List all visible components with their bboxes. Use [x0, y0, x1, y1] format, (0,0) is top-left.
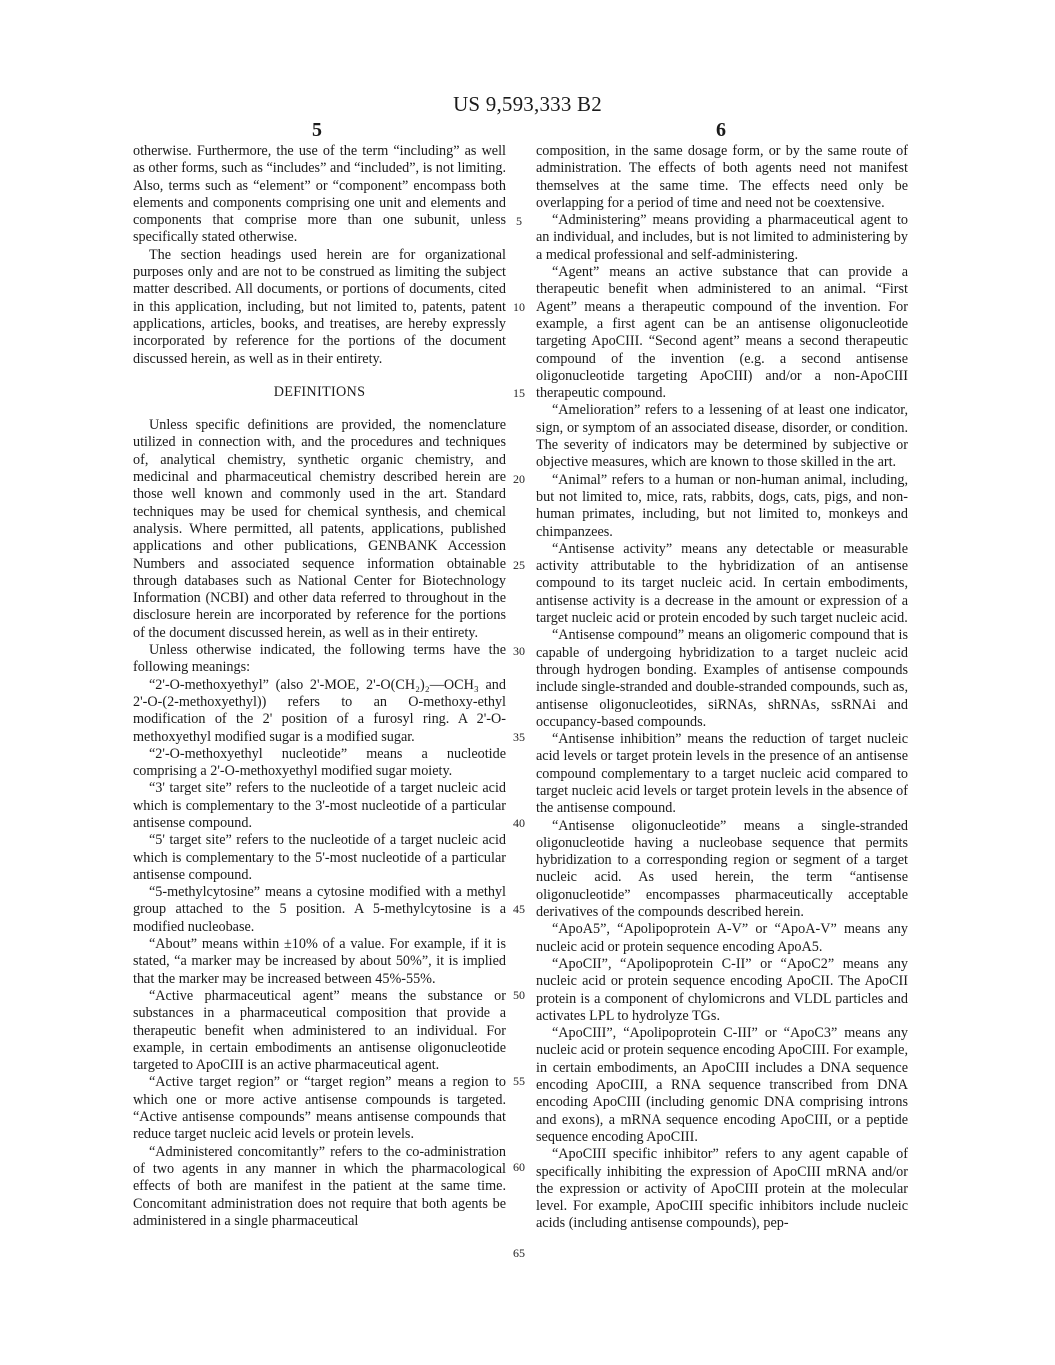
patent-number: US 9,593,333 B2: [453, 92, 602, 116]
left-column: [133, 143, 506, 1230]
line-number: 55: [513, 1074, 525, 1088]
definition: “Administering” means providing a pharmaceutical agent to an individual, and includes, but is not limited to administering by a medical professional and self-administering.: [536, 212, 908, 263]
section-heading: DEFINITIONS: [273, 383, 366, 400]
line-number: 5: [516, 214, 522, 228]
definition: “5-methylcytosine” means a cytosine modified with a methyl group attached to the 5 position. A 5-methylcytosine is a modified nucleobase.: [133, 884, 506, 935]
definition: “About” means within ±10% of a value. For example, if it is stated, “a marker may be increased by about 50%”, it is implied that the marker may be increased between 45%-55%.: [133, 936, 506, 987]
definition: “Active target region” or “target region” means a region to which one or more active antisense compounds is targeted. “Active antisense compounds” means antisense compounds that reduce target nucleic acid levels or protein levels.: [133, 1074, 506, 1143]
paragraph: otherwise. Furthermore, the use of the term “including” as well as other forms, such as “includes” and “included”, is not limiting. Also, terms such as “element” or “component” encompass both elements and components comprising one unit and elements and components that comprise more than one subunit, unless specifically stated otherwise.: [133, 143, 506, 246]
definition: “ApoCII”, “Apolipoprotein C-II” or “ApoC2” means any nucleic acid or protein sequence encoding ApoCII. The ApoCII protein is a component of chylomicrons and VLDL particles and activates LPL to hydrolyze TGs.: [536, 955, 908, 1024]
paragraph: The section headings used herein are for organizational purposes only and are not to be construed as limiting the subject matter described. All documents, or portions of documents, cited in this application, including, but not limited to, patents, patent applications, articles, books, and treatises, are hereby expressly incorporated by reference for the portions of the document discussed herein, as well as in their entirety.: [133, 246, 506, 367]
definition: “Antisense activity” means any detectable or measurable activity attributable to the hybridization of an antisense compound to its target nucleic acid. In certain embodiments, antisense activity is a decrease in the amount or expression of a target nucleic acid or protein encoded by such target nucleic acid.: [536, 540, 908, 627]
paragraph: Unless specific definitions are provided, the nomenclature utilized in connection with, and the procedures and techniques of, analytical chemistry, synthetic organic chemistry, and medicinal and pharmaceutical chemistry described herein are those well known and commonly used in the art. Standard techniques may be used for chemical synthesis, and chemical analysis. Where permitted, all patents, applications, published applications and other publications, GENBANK Accession Numbers and associated sequence information obtainable through databases such as National Center for Biotechnology Information (NCBI) and other data referred to throughout in the disclosure herein are incorporated by reference for the portions of the document discussed herein, as well as in their entirety.: [133, 417, 506, 641]
definition: “2'-O-methoxyethyl nucleotide” means a nucleotide comprising a 2'-O-methoxyethyl modified sugar moiety.: [133, 745, 506, 780]
definition: “Antisense compound” means an oligomeric compound that is capable of undergoing hybridization to a target nucleic acid through hydrogen bonding. Examples of antisense compounds include single-stranded and double-stranded compounds, such as, antisense oligonucleotides, siRNAs, shRNAs, ssRNAi and occupancy-based compounds.: [536, 627, 908, 730]
definition: “Active pharmaceutical agent” means the substance or substances in a pharmaceutical composition that provide a therapeutic benefit when administered to an individual. For example, in certain embodiments an antisense oligonucleotide targeted to ApoCIII is an active pharmaceutical agent.: [133, 987, 506, 1074]
line-number: 50: [513, 988, 525, 1002]
definition: “5' target site” refers to the nucleotide of a target nucleic acid which is complementary to the 5'-most nucleotide of a particular antisense compound.: [133, 832, 506, 883]
paragraph: composition, in the same dosage form, or by the same route of administration. The effects of both agents need not manifest themselves at the same time. The effects need only be overlapping for a period of time and need not be coextensive.: [536, 143, 908, 211]
line-number: 40: [513, 816, 525, 830]
right-page-number: 6: [716, 119, 726, 141]
definition: “ApoCIII specific inhibitor” refers to any agent capable of specifically inhibiting the expression of ApoCIII mRNA and/or the expression or activity of ApoCIII protein at the molecular level. For example, ApoCIII specific inhibitors include nucleic acids (including antisense compounds), pep-: [536, 1146, 908, 1232]
definition: “ApoA5”, “Apolipoprotein A-V” or “ApoA-V” means any nucleic acid or protein sequence encoding ApoA5.: [536, 921, 908, 955]
line-number: 35: [513, 730, 525, 744]
line-number: 45: [513, 902, 525, 916]
definition: “Antisense oligonucleotide” means a single-stranded oligonucleotide having a nucleobase sequence that permits hybridization to a corresponding region or segment of a target nucleic acid. As used herein, the term “antisense oligonucleotide” encompasses pharmaceutically acceptable derivatives of the compounds described herein.: [536, 817, 908, 921]
line-number: 15: [513, 386, 525, 400]
line-number: 25: [513, 558, 525, 572]
line-number: 30: [513, 644, 525, 658]
definition: “Amelioration” refers to a lessening of at least one indicator, sign, or symptom of an associated disease, disorder, or condition. The severity of indicators may be determined by subjective or objective measures, which are known to those skilled in the art.: [536, 402, 908, 471]
line-number: 10: [513, 300, 525, 314]
line-number: 20: [513, 472, 525, 486]
line-number: 60: [513, 1160, 525, 1174]
definition: “Agent” means an active substance that can provide a therapeutic benefit when administered to an animal. “First Agent” means a therapeutic compound of the invention. For example, a first agent can be an antisense oligonucleotide targeting ApoCIII. “Second agent” means a second therapeutic compound of the invention (e.g. a second antisense oligonucleotide targeting ApoCIII) and/or a non-ApoCIII therapeutic compound.: [536, 264, 908, 402]
definition: “2'-O-methoxyethyl” (also 2'-MOE, 2'-O(CH₂)₂—OCH₃ and 2'-O-(2-methoxyethyl)) refers to an O-methoxy-ethyl modification of the 2' position of a furosyl ring. A 2'-O-methoxyethyl modified sugar is a modified sugar.: [133, 676, 506, 745]
definition: “Antisense inhibition” means the reduction of target nucleic acid levels or target protein levels in the presence of an antisense compound complementary to a target nucleic acid compared to target nucleic acid levels or target protein levels in the absence of the antisense compound.: [536, 731, 908, 817]
definition: “3' target site” refers to the nucleotide of a target nucleic acid which is complementary to the 3'-most nucleotide of a particular antisense compound.: [133, 780, 506, 831]
line-number: 65: [513, 1246, 525, 1260]
definition: “Administered concomitantly” refers to the co-administration of two agents in any manner in which the pharmacological effects of both are manifest in the patient at the same time. Concomitant administration does not require that both agents be administered in a single pharmaceutical: [133, 1143, 506, 1229]
definition: “ApoCIII”, “Apolipoprotein C-III” or “ApoC3” means any nucleic acid or protein sequence encoding ApoCIII. For example, in certain embodiments, an ApoCIII includes a DNA sequence encoding ApoCIII, a RNA sequence transcribed from DNA encoding ApoCIII (including genomic DNA comprising introns and exons), a mRNA sequence encoding ApoCIII, or a peptide sequence encoding ApoCIII.: [536, 1025, 908, 1145]
definition: “Animal” refers to a human or non-human animal, including, but not limited to, mice, rats, rabbits, dogs, cats, pigs, and non-human primates, including, but not limited to, monkeys and chimpanzees.: [536, 471, 908, 540]
paragraph: Unless otherwise indicated, the following terms have the following meanings:: [133, 642, 506, 676]
right-column: [536, 143, 908, 1233]
left-page-number: 5: [312, 119, 322, 141]
